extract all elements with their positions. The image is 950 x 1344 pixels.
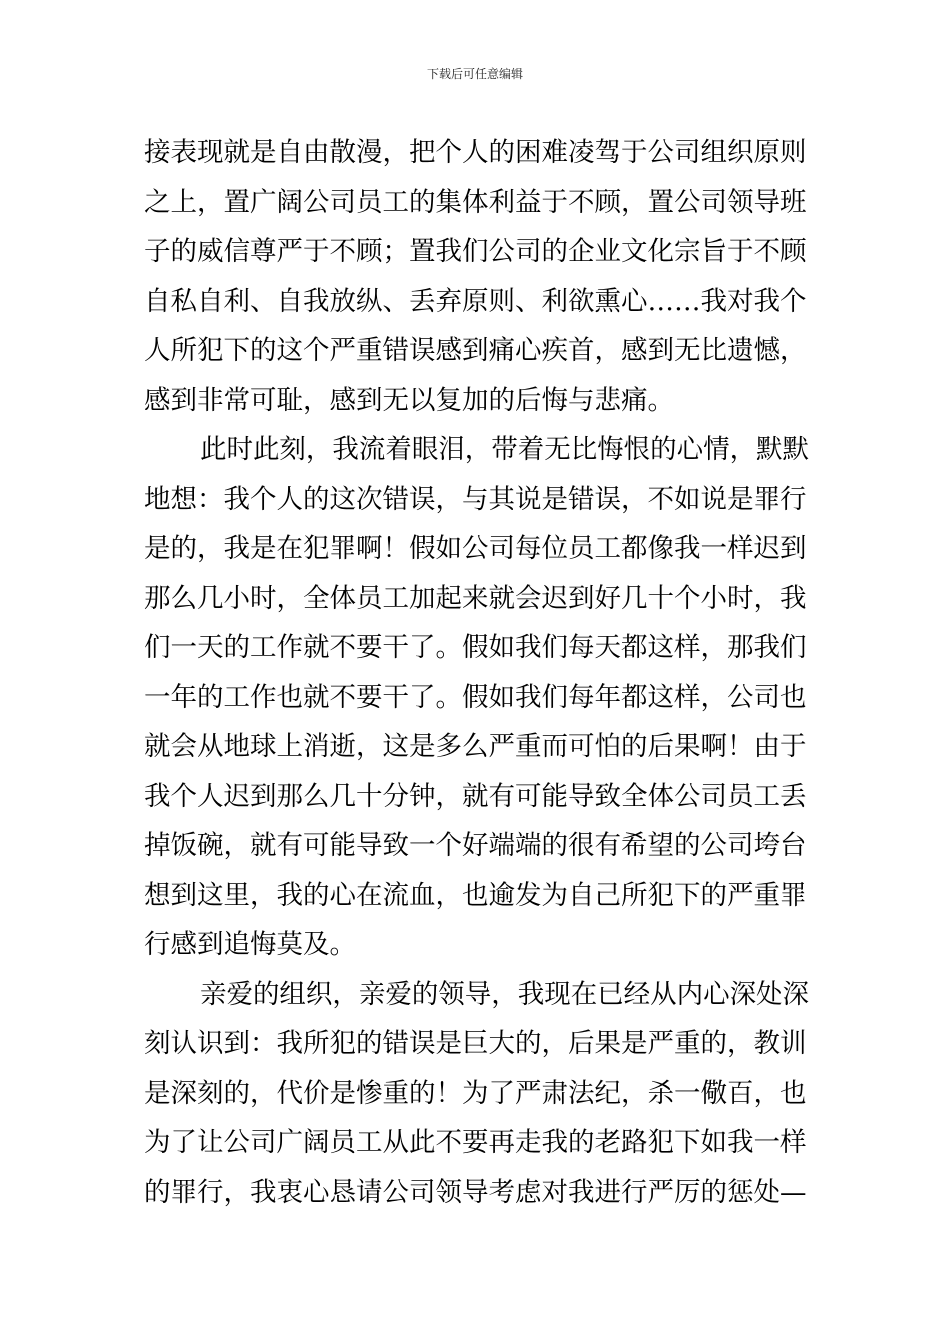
text-line: 一年的工作也就不要干了。假如我们每年都这样，公司也 (144, 681, 807, 713)
text-line: 亲爱的组织，亲爱的领导，我现在已经从内心深处深 (200, 978, 809, 1010)
text-line: 想到这里，我的心在流血，也逾发为自己所犯下的严重罪 (144, 879, 807, 911)
text-line: 就会从地球上消逝，这是多么严重而可怕的后果啊！由于 (144, 731, 807, 762)
document-body (144, 128, 809, 1217)
text-line: 我个人迟到那么几十分钟，就有可能导致全体公司员工丢 (144, 780, 807, 812)
text-line: 地想：我个人的这次错误，与其说是错误，不如说是罪行 (144, 483, 807, 515)
text-line: 接表现就是自由散漫，把个人的困难凌驾于公司组织原则 (144, 137, 807, 168)
text-line: 行感到追悔莫及。 (144, 929, 356, 960)
text-line: 自私自利、自我放纵、丢弃原则、利欲熏心……我对我个 (144, 285, 807, 317)
text-line: 此时此刻，我流着眼泪，带着无比悔恨的心情，默默 (200, 434, 809, 465)
text-line: 感到非常可耻，感到无以复加的后悔与悲痛。 (144, 384, 674, 416)
text-line: 之上，置广阔公司员工的集体利益于不顾，置公司领导班 (144, 186, 807, 218)
page-header: 下载后可任意编辑 (426, 67, 523, 81)
text-line: 是深刻的，代价是惨重的！为了严肃法纪，杀一儆百，也 (144, 1077, 807, 1109)
text-line: 那么几小时，全体员工加起来就会迟到好几十个小时，我 (144, 582, 807, 614)
text-line: 人所犯下的这个严重错误感到痛心疾首，感到无比遗憾， (144, 335, 807, 366)
text-line: 掉饭碗，就有可能导致一个好端端的很有希望的公司垮台 (144, 830, 807, 861)
text-line: 们一天的工作就不要干了。假如我们每天都这样，那我们 (144, 632, 807, 663)
text-line: 的罪行，我衷心恳请公司领导考虑对我进行严厉的惩处— (144, 1176, 807, 1208)
text-line: 为了让公司广阔员工从此不要再走我的老路犯下如我一样 (144, 1127, 807, 1158)
text-line: 是的，我是在犯罪啊！假如公司每位员工都像我一样迟到 (144, 533, 807, 564)
text-line: 子的威信尊严于不顾；置我们公司的企业文化宗旨于不顾 (144, 236, 807, 267)
text-line: 刻认识到：我所犯的错误是巨大的，后果是严重的，教训 (144, 1028, 807, 1059)
